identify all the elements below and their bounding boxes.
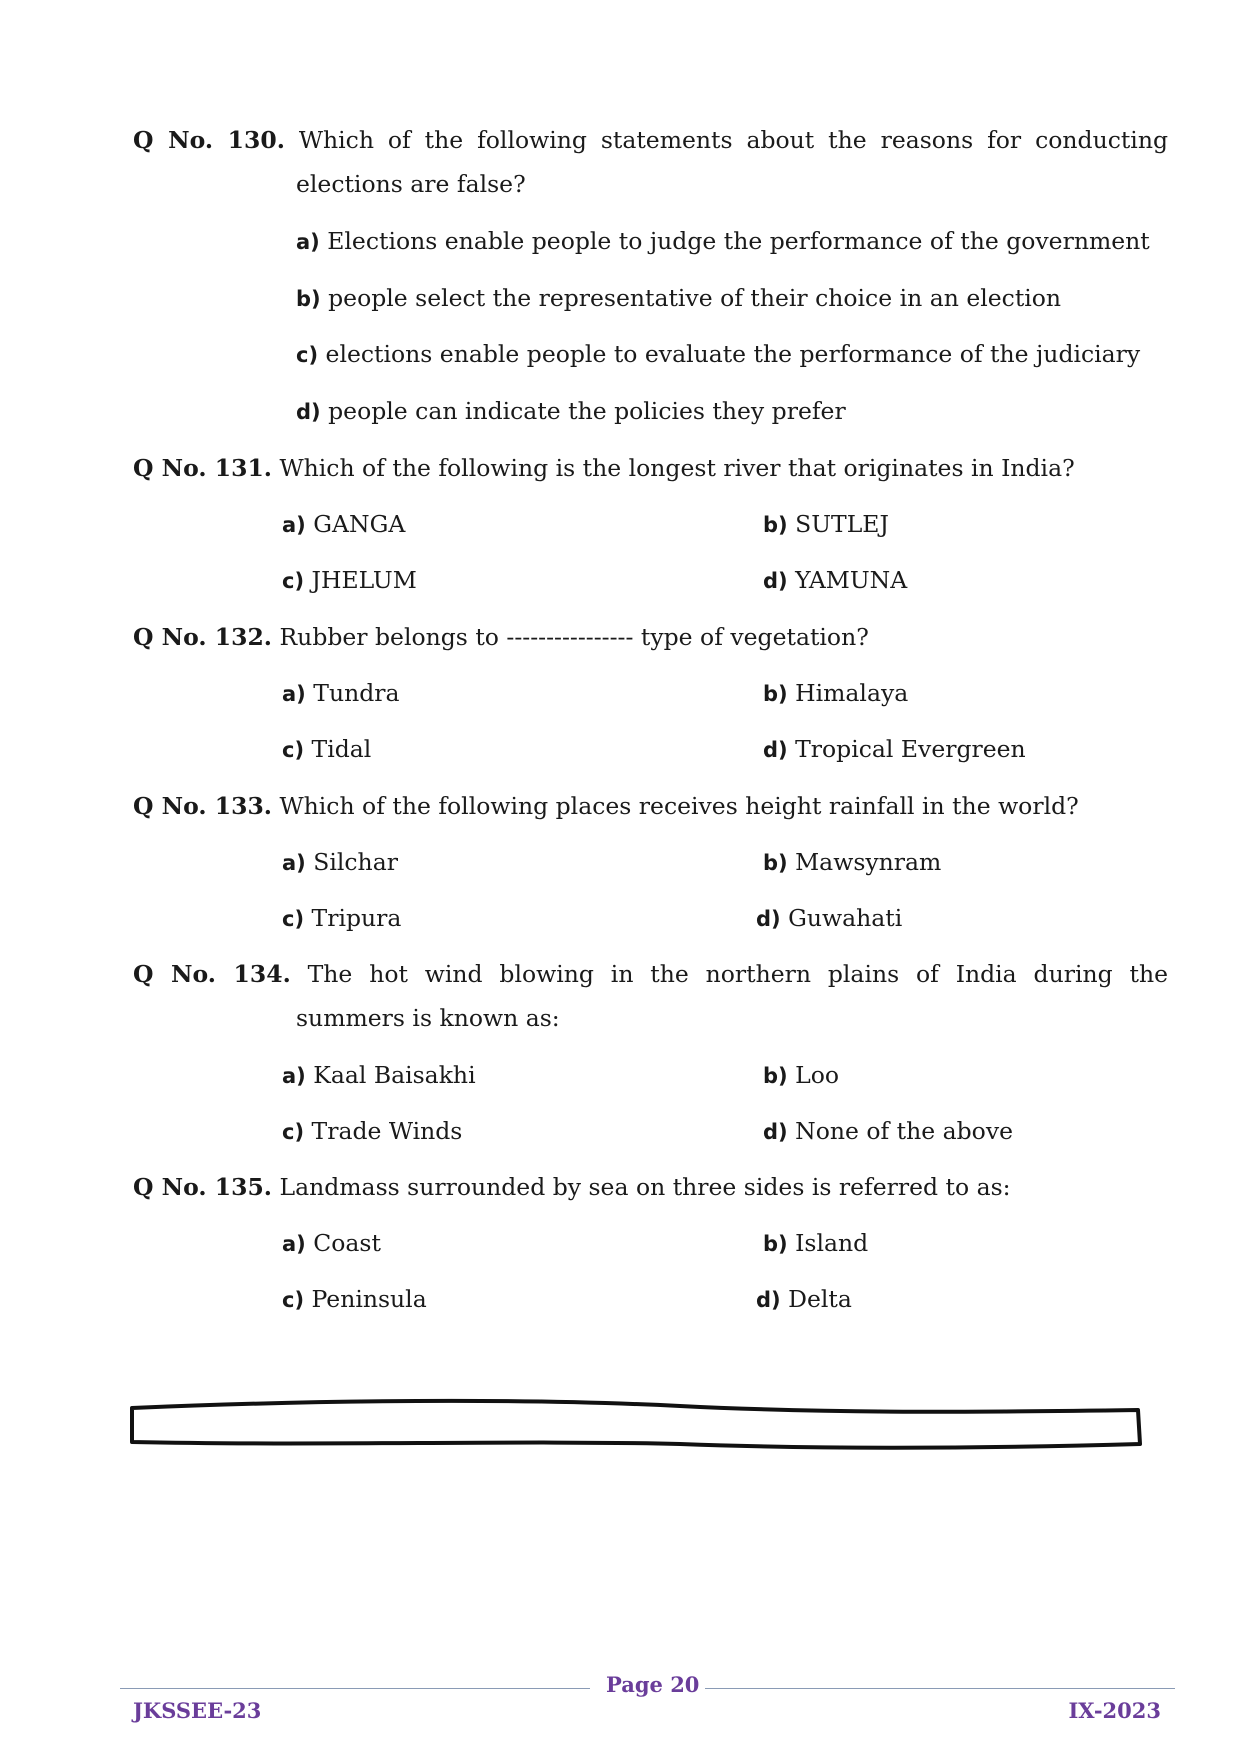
option-131-b[interactable]: b) SUTLEJ xyxy=(763,510,889,538)
option-132-d[interactable]: d) Tropical Evergreen xyxy=(763,735,1026,763)
option-132-b[interactable]: b) Himalaya xyxy=(763,679,909,707)
option-132-a[interactable]: a) Tundra xyxy=(282,679,400,707)
question-130 xyxy=(133,118,1168,206)
question-130-first-line: Q No. 130. Which of the following statements about the reasons for conducting xyxy=(133,126,1168,154)
question-134 xyxy=(133,952,1168,1040)
option-135-b[interactable]: b) Island xyxy=(763,1229,869,1257)
question-130-continuation: elections are false? xyxy=(296,170,526,198)
end-banner-divider xyxy=(120,1388,1150,1458)
option-134-c[interactable]: c) Trade Winds xyxy=(282,1117,463,1145)
option-130-b[interactable]: b) people select the representative of their choice in an election xyxy=(296,284,1062,312)
option-133-c[interactable]: c) Tripura xyxy=(282,904,402,932)
option-130-d[interactable]: d) people can indicate the policies they prefer xyxy=(296,397,846,425)
option-135-a[interactable]: a) Coast xyxy=(282,1229,381,1257)
question-132: Q No. 132. Rubber belongs to ---------------- type of vegetation? xyxy=(133,623,869,651)
question-131: Q No. 131. Which of the following is the longest river that originates in India? xyxy=(133,454,1075,482)
page-number: Page 20 xyxy=(606,1672,700,1697)
option-134-b[interactable]: b) Loo xyxy=(763,1061,840,1089)
option-133-d[interactable]: d) Guwahati xyxy=(756,904,903,932)
footer-class-year: IX-2023 xyxy=(1068,1698,1161,1723)
option-131-a[interactable]: a) GANGA xyxy=(282,510,406,538)
option-132-c[interactable]: c) Tidal xyxy=(282,735,372,763)
footer-rule-right xyxy=(705,1688,1175,1689)
option-135-d[interactable]: d) Delta xyxy=(756,1285,852,1313)
option-135-c[interactable]: c) Peninsula xyxy=(282,1285,427,1313)
question-133: Q No. 133. Which of the following places receives height rainfall in the world? xyxy=(133,792,1079,820)
option-131-c[interactable]: c) JHELUM xyxy=(282,566,417,594)
question-134-first-line: Q No. 134. The hot wind blowing in the northern plains of India during the xyxy=(133,960,1168,988)
option-134-a[interactable]: a) Kaal Baisakhi xyxy=(282,1061,476,1089)
question-135: Q No. 135. Landmass surrounded by sea on three sides is referred to as: xyxy=(133,1173,1011,1201)
question-134-continuation: summers is known as: xyxy=(296,1004,560,1032)
footer-rule-left xyxy=(120,1688,590,1689)
option-130-c[interactable]: c) elections enable people to evaluate the performance of the judiciary xyxy=(296,340,1141,368)
option-130-a[interactable]: a) Elections enable people to judge the performance of the government xyxy=(296,227,1150,255)
option-133-b[interactable]: b) Mawsynram xyxy=(763,848,942,876)
option-134-d[interactable]: d) None of the above xyxy=(763,1117,1014,1145)
option-133-a[interactable]: a) Silchar xyxy=(282,848,398,876)
option-131-d[interactable]: d) YAMUNA xyxy=(763,566,908,594)
footer-exam-code: JKSSEE-23 xyxy=(133,1698,262,1723)
